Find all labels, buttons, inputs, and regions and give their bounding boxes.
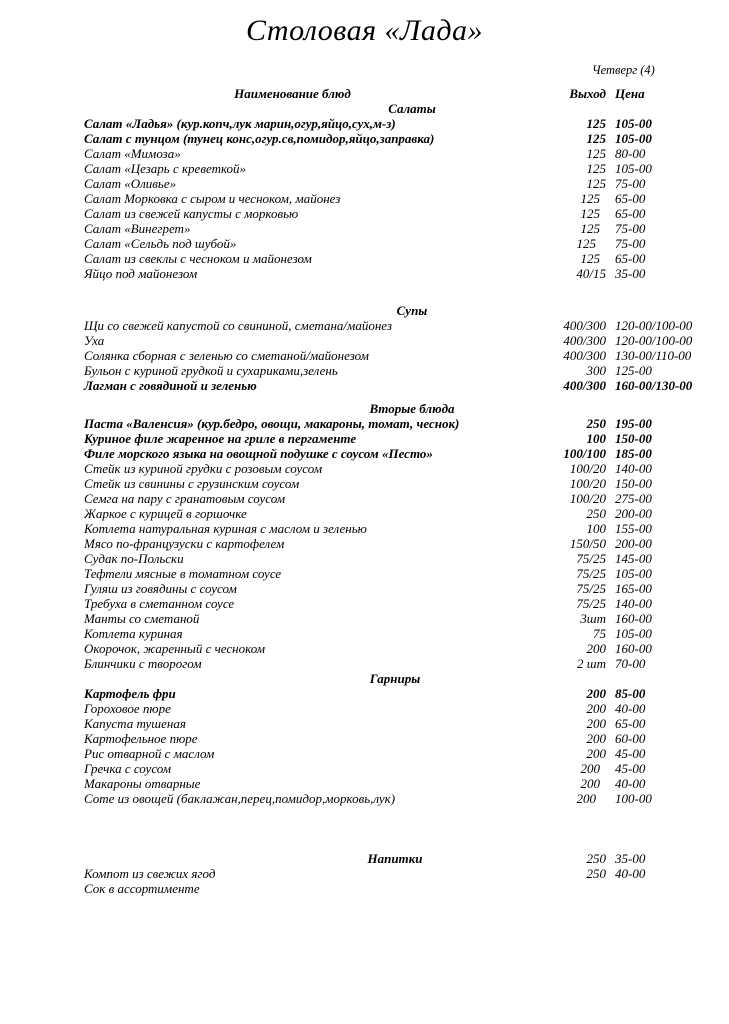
menu-item-price: 65-00 bbox=[615, 191, 646, 206]
menu-item-price: 105-00 bbox=[615, 116, 652, 131]
menu-item-row bbox=[0, 378, 729, 393]
menu-item-row bbox=[0, 776, 729, 791]
menu-item-output: 75/25 bbox=[576, 566, 606, 581]
menu-item-name: Соте из овощей (баклажан,перец,помидор,морковь,лук) bbox=[84, 791, 396, 806]
menu-item-name: Салат с тунцом (тунец конс,огур.св,помидор,яйцо,заправка) bbox=[84, 131, 435, 146]
menu-item-price: 185-00 bbox=[615, 446, 652, 461]
menu-item-row bbox=[0, 348, 729, 363]
menu-item-row bbox=[0, 641, 729, 656]
menu-item-name: Филе морского языка на овощной подушке с соусом «Песто» bbox=[84, 446, 433, 461]
menu-item-row bbox=[0, 476, 729, 491]
menu-item-name: Салат «Оливье» bbox=[84, 176, 177, 191]
column-headers bbox=[0, 86, 729, 102]
menu-item-output: 100/100 bbox=[563, 446, 606, 461]
menu-item-price: 105-00 bbox=[615, 626, 652, 641]
section-spacer bbox=[0, 806, 729, 851]
menu-item-output: 200 bbox=[586, 731, 606, 746]
menu-item-output: 200 bbox=[586, 746, 606, 761]
menu-item-output: 2 шт bbox=[577, 656, 606, 671]
menu-item-name: Паста «Валенсия» (кур.бедро, овощи, макароны, томат, чеснок) bbox=[84, 416, 460, 431]
menu-item-name: Блинчики с творогом bbox=[84, 656, 202, 671]
menu-item-row bbox=[0, 221, 729, 236]
menu-item-row bbox=[0, 566, 729, 581]
menu-item-name: Судак по-Польски bbox=[84, 551, 184, 566]
menu-item-name: Жаркое с курицей в горшочке bbox=[84, 506, 247, 521]
menu-item-name: Гороховое пюре bbox=[84, 701, 171, 716]
menu-item-name: Лагман с говядиной и зеленью bbox=[84, 378, 257, 393]
section-spacer bbox=[0, 393, 729, 401]
menu-item-row bbox=[0, 536, 729, 551]
menu-item-name: Сок в ассортименте bbox=[84, 881, 200, 896]
menu-item-name: Котлета куриная bbox=[84, 626, 183, 641]
menu-item-row bbox=[0, 446, 729, 461]
menu-item-row bbox=[0, 161, 729, 176]
menu-item-name: Требуха в сметанном соусе bbox=[84, 596, 235, 611]
menu-item-output: 75 bbox=[593, 626, 606, 641]
menu-item-output: 200 bbox=[586, 716, 606, 731]
menu-item-name: Салат «Сельдь под шубой» bbox=[84, 236, 237, 251]
menu-item-output: 125 bbox=[576, 236, 596, 251]
menu-item-output: 200 bbox=[580, 776, 600, 791]
menu-item-price: 120-00/100-00 bbox=[615, 333, 693, 348]
menu-item-output: 125 bbox=[586, 176, 606, 191]
menu-item-row bbox=[0, 206, 729, 221]
menu-item-output: 125 bbox=[586, 161, 606, 176]
menu-item-price: 65-00 bbox=[615, 206, 646, 221]
menu-item-price: 125-00 bbox=[615, 363, 652, 378]
menu-item-name: Салат «Цезарь с креветкой» bbox=[84, 161, 247, 176]
menu-item-price: 145-00 bbox=[615, 551, 652, 566]
menu-item-row bbox=[0, 686, 729, 701]
menu-item-output: 3шт bbox=[580, 611, 606, 626]
menu-item-name: Стейк из куриной грудки с розовым соусом bbox=[84, 461, 323, 476]
menu-item-row bbox=[0, 581, 729, 596]
section-spacer bbox=[0, 281, 729, 303]
menu-item-price: 160-00/130-00 bbox=[615, 378, 693, 393]
menu-item-price: 70-00 bbox=[615, 656, 646, 671]
menu-item-price: 65-00 bbox=[615, 716, 646, 731]
menu-item-name: Рис отварной с маслом bbox=[84, 746, 215, 761]
menu-item-price: 160-00 bbox=[615, 611, 652, 626]
menu-item-price: 195-00 bbox=[615, 416, 652, 431]
menu-item-row bbox=[0, 626, 729, 641]
menu-item-row bbox=[0, 491, 729, 506]
menu-item-name: Мясо по-французуски с картофелем bbox=[84, 536, 285, 551]
menu-item-name: Котлета натуральная куриная с маслом и зеленью bbox=[84, 521, 367, 536]
column-header-name: Наименование блюд bbox=[234, 86, 351, 101]
menu-item-price: 105-00 bbox=[615, 161, 652, 176]
menu-item-row bbox=[0, 596, 729, 611]
menu-item-name: Семга на пару с гранатовым соусом bbox=[84, 491, 285, 506]
menu-item-row bbox=[0, 363, 729, 378]
menu-item-price: 165-00 bbox=[615, 581, 652, 596]
section-title: Гарниры bbox=[369, 671, 421, 686]
menu-item-row bbox=[0, 881, 729, 896]
menu-item-name: Компот из свежих ягод bbox=[84, 866, 216, 881]
menu-item-row bbox=[0, 506, 729, 521]
column-header-price: Цена bbox=[615, 86, 645, 101]
menu-item-price: 120-00/100-00 bbox=[615, 318, 693, 333]
menu-item-price: 75-00 bbox=[615, 221, 646, 236]
menu-item-output: 200 bbox=[580, 761, 600, 776]
menu-item-price: 200-00 bbox=[615, 536, 652, 551]
menu-item-output: 200 bbox=[586, 641, 606, 656]
menu-item-row bbox=[0, 318, 729, 333]
section-header-soups bbox=[0, 303, 729, 318]
menu-item-row bbox=[0, 416, 729, 431]
menu-item-row bbox=[0, 716, 729, 731]
menu-item-row bbox=[0, 701, 729, 716]
menu-item-output: 200 bbox=[586, 701, 606, 716]
menu-item-name: Гречка с соусом bbox=[84, 761, 172, 776]
menu-item-name: Уха bbox=[84, 333, 105, 348]
menu-item-row bbox=[0, 761, 729, 776]
menu-item-row bbox=[0, 236, 729, 251]
menu-item-name: Салат из свежей капусты с морковью bbox=[84, 206, 299, 221]
menu-item-name: Солянка сборная с зеленью со сметаной/майонезом bbox=[84, 348, 369, 363]
menu-item-row bbox=[0, 656, 729, 671]
menu-item-row bbox=[0, 146, 729, 161]
menu-item-output: 150/50 bbox=[569, 536, 606, 551]
menu-item-output: 125 bbox=[586, 146, 606, 161]
menu-item-name: Капуста тушеная bbox=[84, 716, 186, 731]
menu-item-output: 100/20 bbox=[569, 476, 606, 491]
menu-item-price: 80-00 bbox=[615, 146, 646, 161]
menu-item-output: 125 bbox=[586, 131, 606, 146]
menu-item-price: 275-00 bbox=[615, 491, 652, 506]
menu-item-price: 45-00 bbox=[615, 746, 646, 761]
menu-item-price: 105-00 bbox=[615, 131, 652, 146]
menu-item-name: Салат «Винегрет» bbox=[84, 221, 191, 236]
menu-item-row bbox=[0, 791, 729, 806]
menu-item-row bbox=[0, 731, 729, 746]
menu-item-name: Окорочок, жаренный с чесноком bbox=[84, 641, 265, 656]
menu-item-price: 65-00 bbox=[615, 251, 646, 266]
menu-item-output: 200 bbox=[586, 686, 606, 701]
menu-item-name: Салат из свеклы с чесноком и майонезом bbox=[84, 251, 312, 266]
menu-item-name: Салат «Мимоза» bbox=[84, 146, 181, 161]
menu-item-price: 40-00 bbox=[615, 701, 646, 716]
menu-item-output: 300 bbox=[586, 363, 606, 378]
menu-item-row bbox=[0, 116, 729, 131]
section-header-salads bbox=[0, 101, 729, 116]
menu-item-price: 85-00 bbox=[615, 686, 646, 701]
menu-item-price: 40-00 bbox=[615, 776, 646, 791]
menu-item-output: 75/25 bbox=[576, 596, 606, 611]
menu-item-output: 100/20 bbox=[569, 461, 606, 476]
menu-item-name: Тефтели мясные в томатном соусе bbox=[84, 566, 282, 581]
menu-item-output: 40/15 bbox=[576, 266, 606, 281]
menu-item-output: 100 bbox=[586, 521, 606, 536]
section-header-output: 250 bbox=[586, 851, 606, 866]
menu-item-output: 125 bbox=[580, 191, 600, 206]
menu-item-output: 125 bbox=[580, 206, 600, 221]
menu-item-name: Стейк из свинины с грузинским соусом bbox=[84, 476, 300, 491]
menu-item-output: 100 bbox=[586, 431, 606, 446]
section-header-drinks bbox=[0, 851, 729, 866]
menu-item-price: 75-00 bbox=[615, 236, 646, 251]
menu-item-price: 45-00 bbox=[615, 761, 646, 776]
menu-item-price: 200-00 bbox=[615, 506, 652, 521]
menu-item-output: 250 bbox=[586, 866, 606, 881]
menu-item-row bbox=[0, 176, 729, 191]
menu-item-price: 35-00 bbox=[615, 266, 646, 281]
menu-item-row bbox=[0, 551, 729, 566]
menu-item-row bbox=[0, 611, 729, 626]
menu-item-price: 130-00/110-00 bbox=[615, 348, 692, 363]
menu-item-output: 250 bbox=[586, 416, 606, 431]
menu-item-output: 200 bbox=[576, 791, 596, 806]
menu-item-price: 105-00 bbox=[615, 566, 652, 581]
menu-item-row bbox=[0, 461, 729, 476]
menu-item-name: Салат «Ладья» (кур.копч,лук марин,огур,яйцо,сух,м-з) bbox=[84, 116, 396, 131]
page-title: Столовая «Лада» bbox=[245, 14, 484, 47]
section-title: Салаты bbox=[388, 101, 436, 116]
menu-item-name: Салат Морковка с сыром и чесноком, майонез bbox=[84, 191, 341, 206]
menu-item-output: 400/300 bbox=[563, 348, 606, 363]
menu-item-output: 250 bbox=[586, 506, 606, 521]
menu-item-price: 140-00 bbox=[615, 596, 652, 611]
menu-item-name: Гуляш из говядины с соусом bbox=[84, 581, 237, 596]
section-title: Напитки bbox=[367, 851, 423, 866]
menu-item-row bbox=[0, 521, 729, 536]
column-header-output: Выход bbox=[569, 86, 606, 101]
menu-body bbox=[0, 101, 729, 896]
menu-item-name: Бульон с куриной грудкой и сухариками,зелень bbox=[84, 363, 338, 378]
menu-item-price: 160-00 bbox=[615, 641, 652, 656]
weekday-label: Четверг (4) bbox=[592, 63, 655, 77]
menu-item-name: Щи со свежей капустой со свининой, сметана/майонез bbox=[84, 318, 392, 333]
section-header-main-dishes bbox=[0, 401, 729, 416]
section-header-price: 35-00 bbox=[615, 851, 646, 866]
menu-item-output: 100/20 bbox=[569, 491, 606, 506]
menu-item-output: 125 bbox=[580, 221, 600, 236]
menu-item-name: Яйцо под майонезом bbox=[84, 266, 198, 281]
section-header-garnishes bbox=[0, 671, 729, 686]
menu-item-name: Макароны отварные bbox=[84, 776, 201, 791]
menu-item-price: 60-00 bbox=[615, 731, 646, 746]
section-title: Вторые блюда bbox=[369, 401, 455, 416]
menu-item-price: 140-00 bbox=[615, 461, 652, 476]
menu-item-output: 75/25 bbox=[576, 581, 606, 596]
menu-item-price: 155-00 bbox=[615, 521, 652, 536]
section-title: Супы bbox=[396, 303, 428, 318]
menu-item-output: 400/300 bbox=[563, 333, 606, 348]
menu-item-name: Манты со сметаной bbox=[84, 611, 200, 626]
menu-item-name: Картофельное пюре bbox=[84, 731, 198, 746]
menu-item-output: 400/300 bbox=[563, 378, 606, 393]
menu-item-price: 75-00 bbox=[615, 176, 646, 191]
menu-item-name: Куриное филе жаренное на гриле в пергаменте bbox=[84, 431, 357, 446]
menu-item-price: 40-00 bbox=[615, 866, 646, 881]
menu-item-output: 125 bbox=[586, 116, 606, 131]
menu-item-output: 400/300 bbox=[563, 318, 606, 333]
menu-item-output: 125 bbox=[580, 251, 600, 266]
menu-item-price: 100-00 bbox=[615, 791, 652, 806]
menu-item-output: 75/25 bbox=[576, 551, 606, 566]
menu-item-price: 150-00 bbox=[615, 431, 652, 446]
menu-item-row bbox=[0, 251, 729, 266]
menu-item-row bbox=[0, 431, 729, 446]
menu-item-name: Картофель фри bbox=[84, 686, 176, 701]
menu-item-row bbox=[0, 191, 729, 206]
menu-item-row bbox=[0, 746, 729, 761]
menu-item-price: 150-00 bbox=[615, 476, 652, 491]
menu-item-row bbox=[0, 266, 729, 281]
menu-item-row bbox=[0, 866, 729, 881]
menu-item-row bbox=[0, 333, 729, 348]
menu-item-row bbox=[0, 131, 729, 146]
